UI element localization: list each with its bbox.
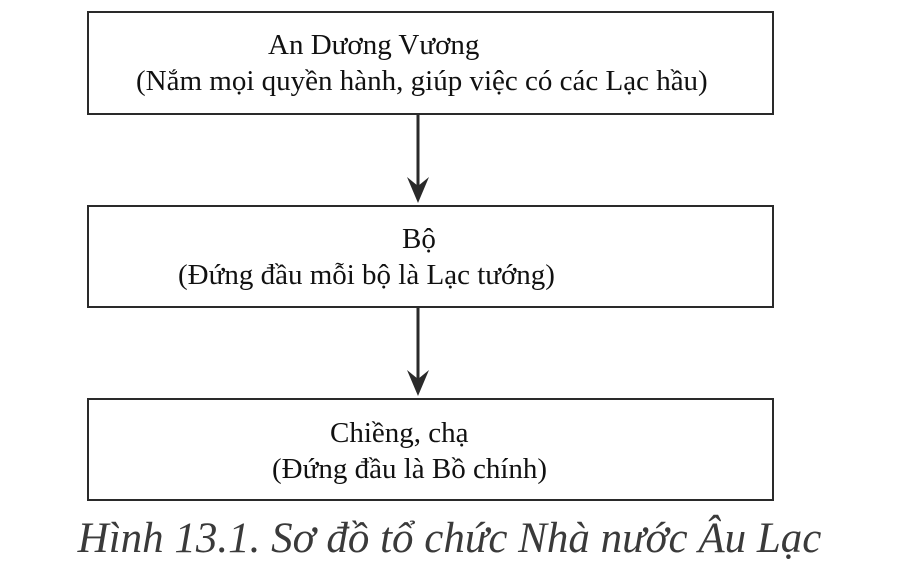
node-an-duong-vuong [87, 11, 774, 115]
node-chieng-cha-subtitle: (Đứng đầu là Bồ chính) [272, 453, 548, 485]
node-chieng-cha-title: Chiềng, chạ [330, 417, 469, 449]
arrow-down-icon [400, 308, 436, 398]
node-an-duong-vuong-subtitle: (Nắm mọi quyền hành, giúp việc có các Lạc hầu) [136, 65, 708, 97]
figure-caption: Hình 13.1. Sơ đồ tổ chức Nhà nước Âu Lạc [77, 515, 822, 562]
node-bo [87, 205, 774, 308]
node-chieng-cha [87, 398, 774, 501]
arrow-down-icon [400, 115, 436, 205]
node-bo-title: Bộ [402, 223, 436, 255]
node-an-duong-vuong-title: An Dương Vương [268, 29, 480, 61]
node-bo-subtitle: (Đứng đầu mỗi bộ là Lạc tướng) [178, 259, 555, 291]
